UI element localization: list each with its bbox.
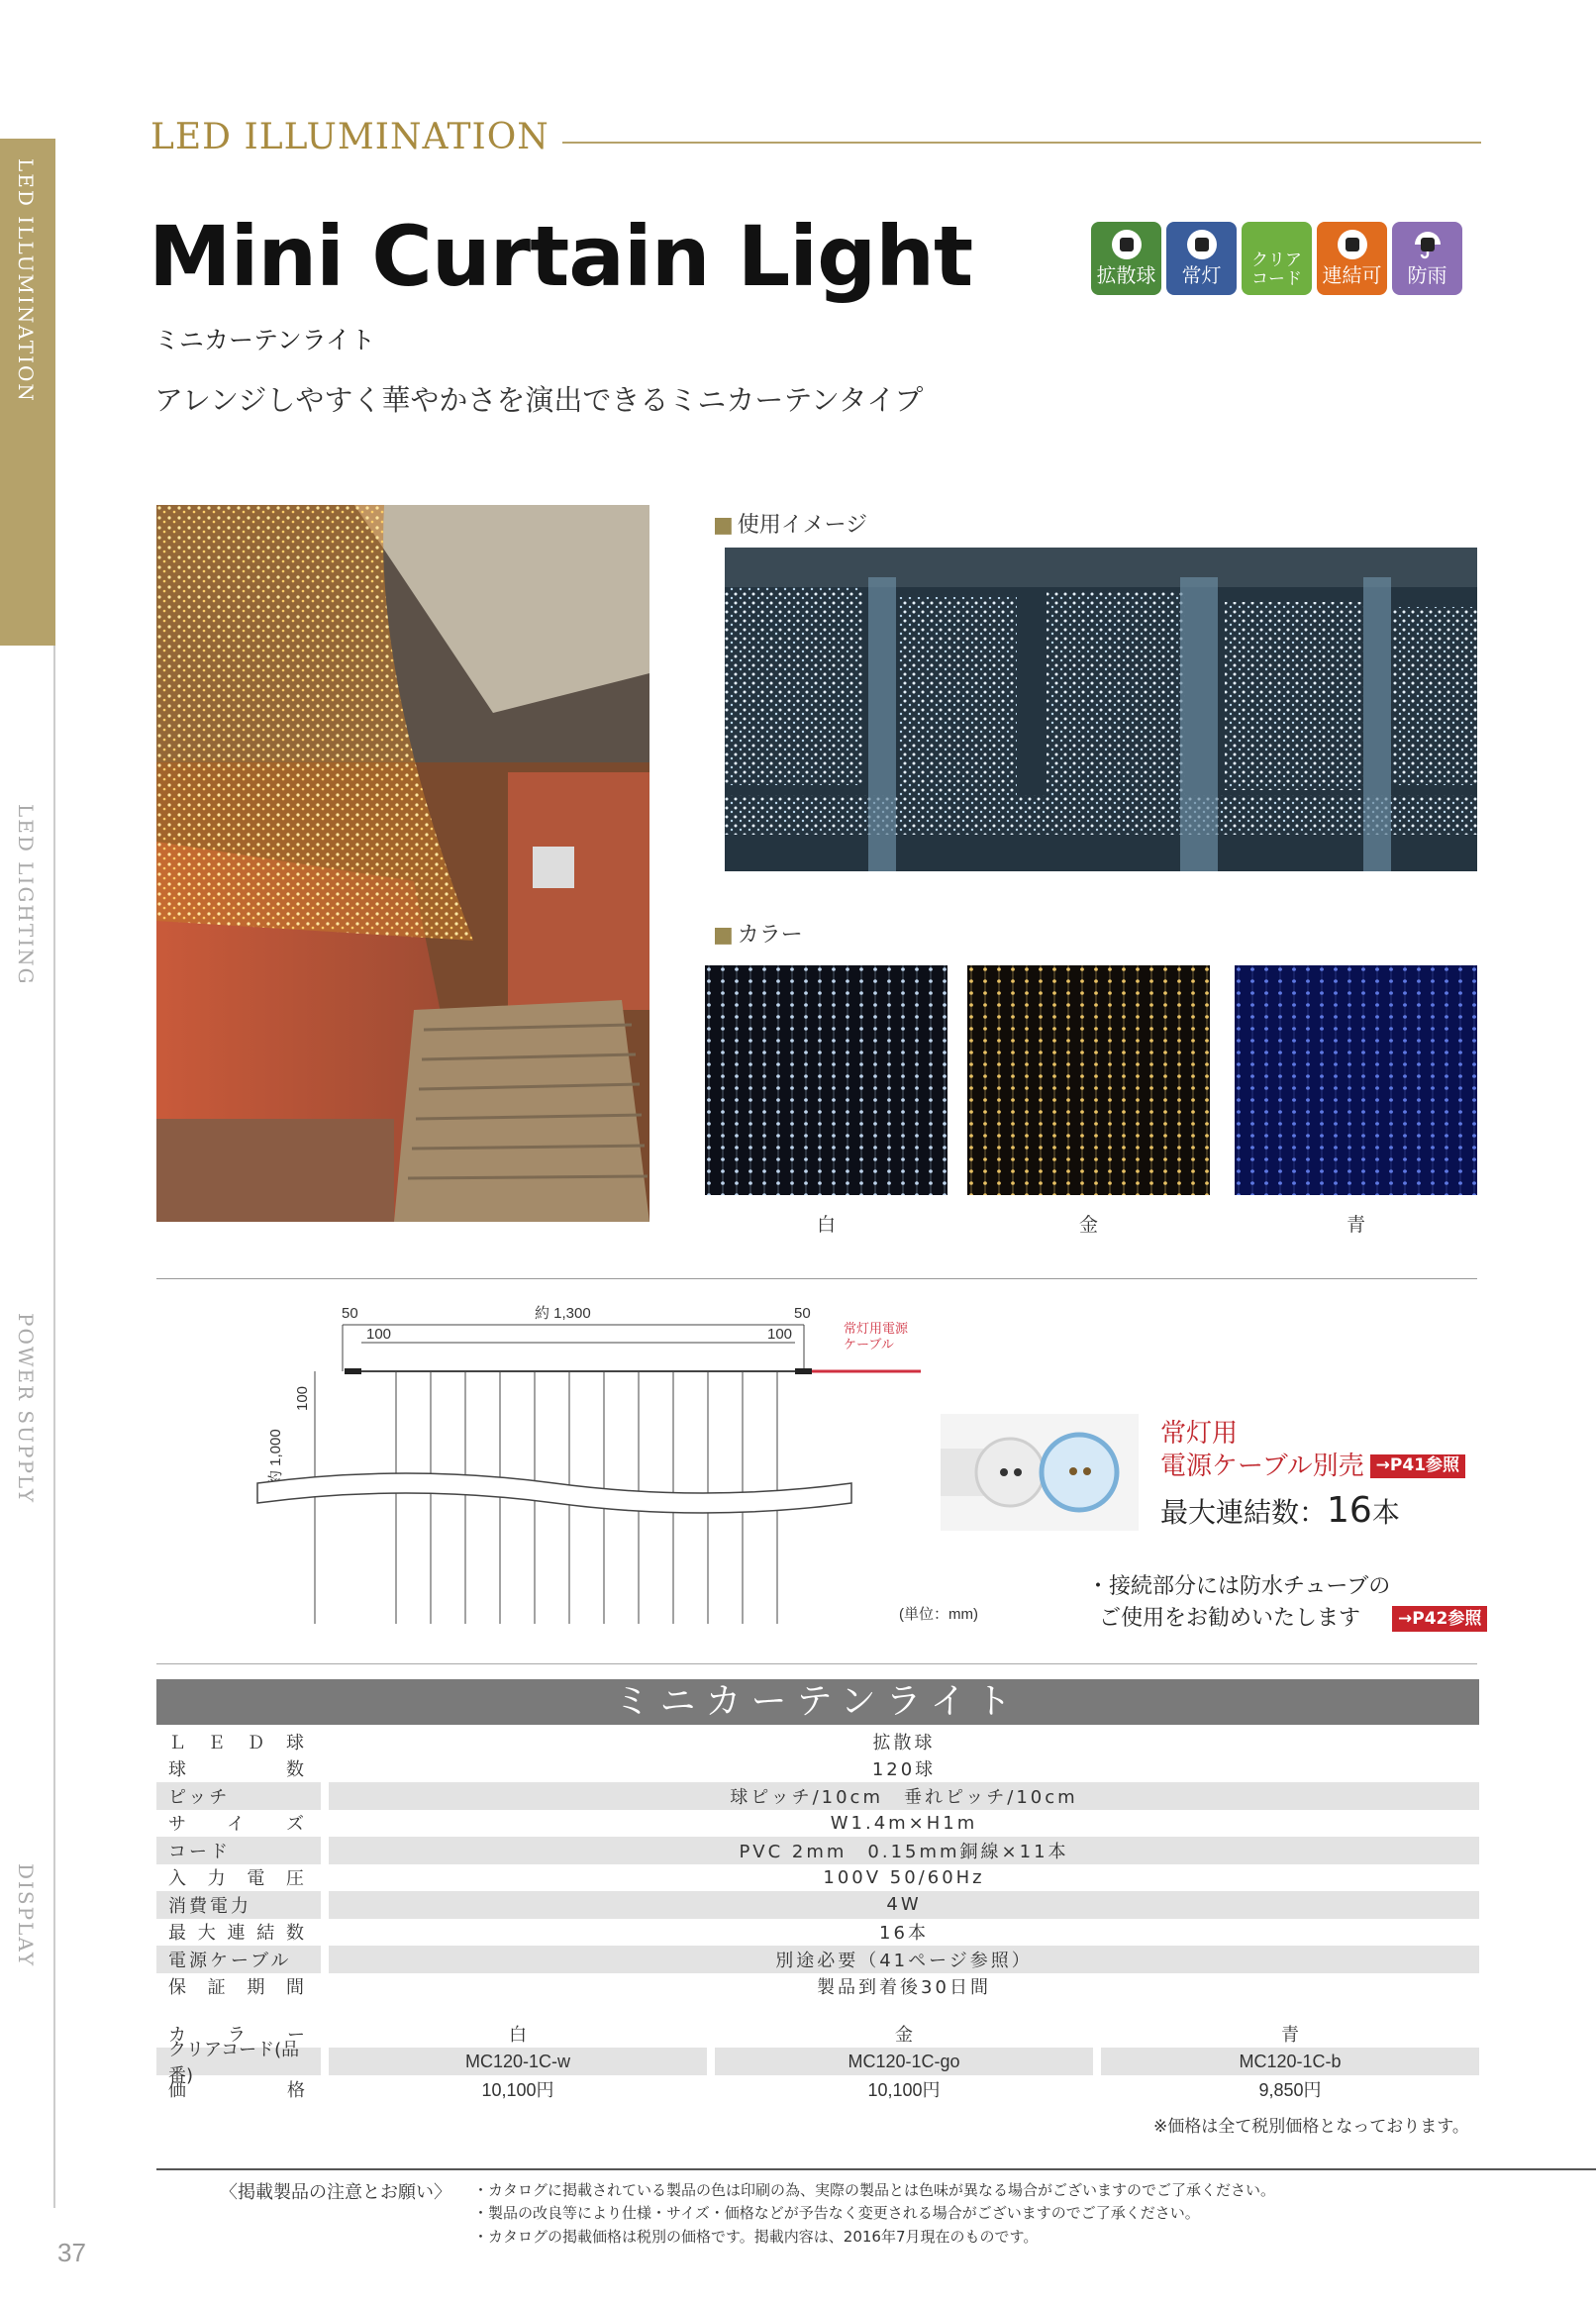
footer-note: ・製品の改良等により仕様・サイズ・価格などが予告なく変更される場合がございますのでご了承ください。 <box>473 2204 1200 2223</box>
rainproof-badge <box>1392 222 1462 295</box>
feature-badges <box>1091 222 1462 295</box>
cable-note <box>1160 1418 1465 1482</box>
spec-key: ＬＥＤ球 <box>168 1732 307 1753</box>
spec-value: 16本 <box>879 1923 929 1945</box>
dim-50-left: 50 <box>342 1305 358 1322</box>
dim-100-vertical: 100 <box>294 1385 311 1411</box>
color-swatch-white <box>705 965 948 1195</box>
spec-key: サイズ <box>168 1814 307 1836</box>
spec-key: 電源ケーブル <box>156 1946 321 1973</box>
dim-100-right: 100 <box>767 1326 793 1343</box>
p42-reference-link[interactable]: →P42参照 <box>1392 1606 1487 1633</box>
tab-power-supply[interactable] <box>0 1154 55 1665</box>
table-row <box>156 2020 1479 2048</box>
umbrella-icon <box>1413 230 1443 259</box>
usage-photo <box>725 548 1477 871</box>
spec-value: 4W <box>329 1891 1479 1919</box>
p41-reference-link[interactable]: →P41参照 <box>1370 1454 1465 1477</box>
cable-note-line1: 常灯用 <box>1160 1419 1239 1449</box>
spec-table-title: ミニカーテンライト <box>156 1679 1479 1725</box>
row-key: カラー <box>168 2025 307 2046</box>
row-key: 価格 <box>168 2080 307 2101</box>
waterproof-note <box>1087 1571 1487 1635</box>
footer-note: ・カタログの掲載価格は税別の価格です。掲載内容は、2016年7月現在のものです。 <box>473 2227 1039 2246</box>
cell: MC120-1C-go <box>715 2048 1093 2075</box>
spec-value: 100V 50/60Hz <box>823 1866 985 1888</box>
cell: MC120-1C-w <box>329 2048 707 2075</box>
dim-100-left: 100 <box>366 1326 392 1343</box>
table-row <box>156 2040 1479 2086</box>
section-rule <box>562 142 1481 144</box>
spec-key: ピッチ <box>156 1782 321 1810</box>
steady-light-badge <box>1166 222 1237 295</box>
connectable-badge <box>1317 222 1387 295</box>
spec-row <box>156 1810 1479 1838</box>
badge-label: 防雨 <box>1407 263 1447 287</box>
spec-key: 球数 <box>168 1759 307 1781</box>
price-note: ※価格は全て税別価格となっております。 <box>1153 2117 1469 2137</box>
tab-led-lighting[interactable] <box>0 646 55 1154</box>
dim-total: 約 1,300 <box>535 1305 591 1322</box>
cell: 白 <box>509 2025 527 2045</box>
clear-cord-badge <box>1242 222 1312 295</box>
row-key: クリアコード(品番) <box>156 2048 321 2075</box>
footer-note: ・カタログに掲載されている製品の色は印刷の為、実際の製品とは色味が異なる場合がございますのでご了承ください。 <box>473 2181 1276 2199</box>
footer-title: 〈掲載製品の注意とお願い〉 <box>220 2182 451 2203</box>
cable-label-1: 常灯用電源 <box>844 1321 909 1336</box>
color-caption-gold: 金 <box>1078 1214 1098 1236</box>
spec-key: 最大連結数 <box>168 1923 307 1945</box>
color-swatch-blue <box>1235 965 1477 1195</box>
cell: 金 <box>895 2025 913 2045</box>
section-divider <box>156 1278 1477 1279</box>
cable-label-2: ケーブル <box>844 1337 894 1352</box>
spec-value: 別途必要（41ページ参照） <box>329 1946 1479 1973</box>
footer-notes <box>473 2179 1275 2249</box>
spec-row <box>156 1728 1479 1755</box>
badge-label: クリアコード <box>1251 250 1302 289</box>
spec-row <box>156 1864 1479 1892</box>
spec-value: 120球 <box>871 1759 937 1781</box>
tab-display[interactable] <box>0 1665 55 2208</box>
cell: MC120-1C-b <box>1101 2048 1479 2075</box>
staircase-photo <box>156 505 649 1222</box>
bulb-icon <box>1187 230 1217 259</box>
spec-key: コード <box>156 1837 321 1864</box>
cell: 10,100円 <box>867 2080 941 2100</box>
max-label: 最大連結数： <box>1160 1496 1328 1529</box>
spec-value: W1.4m×H1m <box>830 1812 978 1834</box>
dim-height: 約 1,000 <box>267 1429 284 1485</box>
page-title: Mini Curtain Light <box>149 208 973 305</box>
spec-key: 消費電力 <box>156 1891 321 1919</box>
badge-label: 連結可 <box>1322 263 1382 287</box>
tab-led-illumination[interactable] <box>0 139 55 646</box>
tab-label: LED ILLUMINATION <box>14 158 38 403</box>
usage-image-label: ■ 使用イメージ <box>713 508 867 539</box>
spec-key: 入力電圧 <box>168 1868 307 1890</box>
page-subtitle: ミニカーテンライト <box>154 326 376 354</box>
color-caption-white: 白 <box>816 1214 836 1236</box>
max-value: 16 <box>1327 1490 1372 1531</box>
waterproof-note-line1: ・接続部分には防水チューブの <box>1087 1574 1391 1599</box>
color-price-table <box>156 2020 1479 2103</box>
tab-label: DISPLAY <box>14 1863 38 1968</box>
spec-value: 拡散球 <box>872 1732 936 1753</box>
max-unit: 本 <box>1371 1496 1400 1529</box>
spec-row <box>156 1755 1479 1783</box>
color-swatch-gold <box>967 965 1210 1195</box>
spec-row <box>156 1782 1479 1810</box>
dimension-diagram <box>238 1297 978 1653</box>
spec-key: 保証期間 <box>168 1977 307 1999</box>
spec-row <box>156 1973 1479 2001</box>
dim-50-right: 50 <box>794 1305 811 1322</box>
cell: 10,100円 <box>481 2080 554 2100</box>
waterproof-note-line2: ご使用をお勧めいたします <box>1099 1605 1361 1631</box>
max-connection-note <box>1160 1490 1400 1531</box>
page-number: 37 <box>57 2238 86 2267</box>
diffuse-bulb-badge <box>1091 222 1161 295</box>
spec-row <box>156 1919 1479 1947</box>
unit-label: (単位：mm) <box>899 1606 978 1623</box>
tab-label: POWER SUPPLY <box>14 1313 38 1505</box>
tab-label: LED LIGHTING <box>14 804 38 986</box>
spec-value: PVC 2mm 0.15mm銅線×11本 <box>329 1837 1479 1864</box>
cell: 青 <box>1281 2025 1299 2045</box>
section-divider-2 <box>156 1663 1477 1664</box>
spec-table <box>156 1728 1479 2000</box>
tagline: アレンジしやすく華やかさを演出できるミニカーテンタイプ <box>154 383 924 417</box>
spec-value: 球ピッチ/10cm 垂れピッチ/10cm <box>329 1782 1479 1810</box>
cable-note-line2: 電源ケーブル別売 <box>1160 1451 1364 1481</box>
plug-icon <box>1338 230 1367 259</box>
connector-photo <box>941 1414 1139 1531</box>
badge-label: 拡散球 <box>1096 263 1156 287</box>
table-row <box>156 2075 1479 2103</box>
cell: 9,850円 <box>1258 2080 1322 2100</box>
spec-value: 製品到着後30日間 <box>817 1977 991 1999</box>
section-label: LED ILLUMINATION <box>150 117 549 157</box>
spec-row <box>156 1891 1479 1919</box>
footer-rule <box>156 2168 1596 2170</box>
spec-row <box>156 1946 1479 1973</box>
badge-label: 常灯 <box>1181 263 1222 287</box>
spec-row <box>156 1837 1479 1864</box>
color-caption-blue: 青 <box>1346 1214 1365 1236</box>
bulb-icon <box>1112 230 1142 259</box>
color-section-label: ■ カラー <box>713 918 803 949</box>
